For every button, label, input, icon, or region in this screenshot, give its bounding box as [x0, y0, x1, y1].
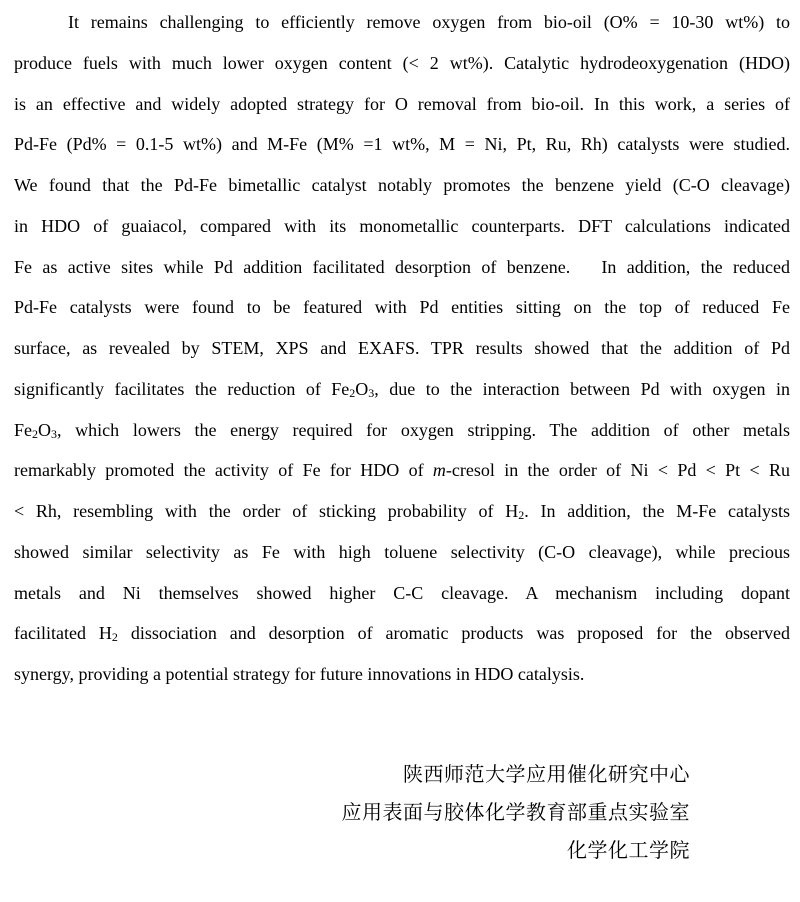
- abstract-line: [14, 328, 790, 369]
- abstract-line: [14, 410, 790, 451]
- body-text: . In addition, the M-Fe catalysts: [524, 501, 790, 521]
- abstract-line: [14, 84, 790, 125]
- body-text: significantly facilitates the reduction of Fe: [14, 378, 350, 399]
- abstract-line: [14, 206, 790, 247]
- body-text: facilitated H: [14, 623, 112, 644]
- subscript-text: 2: [349, 385, 356, 400]
- body-text: Fe as active sites while Pd addition facilitated desorption of benzene. In addition, the reduced: [14, 256, 790, 277]
- body-text: We found that the Pd-Fe bimetallic catalyst notably promotes the benzene yield (C-O cleavage): [14, 175, 790, 195]
- affiliation-line: 陕西师范大学应用催化研究中心: [403, 763, 690, 786]
- abstract-paragraph: [14, 2, 790, 695]
- body-text: produce fuels with much lower oxygen content (< 2 wt%). Catalytic hydrodeoxygenation (HDO): [14, 52, 790, 73]
- abstract-line: [14, 247, 790, 288]
- affiliation-line: 化学化工学院: [567, 839, 690, 862]
- body-text: synergy, providing a potential strategy for future innovations in HDO catalysis.: [14, 664, 585, 684]
- abstract-line: [14, 450, 790, 491]
- body-text: < Rh, resembling with the order of sticking probability of H: [14, 501, 519, 521]
- body-text: It remains challenging to efficiently remove oxygen from bio-oil (O% = 10-30 wt%) to: [68, 12, 790, 32]
- body-text: Fe: [14, 419, 32, 440]
- body-text: , which lowers the energy required for oxygen stripping. The addition of other metals: [57, 419, 790, 440]
- subscript-text: 2: [111, 630, 118, 645]
- subscript-text: 2: [518, 508, 525, 522]
- subscript-text: 3: [51, 426, 57, 441]
- affiliation-line: 应用表面与胶体化学教育部重点实验室: [341, 801, 690, 824]
- body-text: Pd-Fe (Pd% = 0.1-5 wt%) and M-Fe (M% =1 wt%, M = Ni, Pt, Ru, Rh) catalysts were studied.: [14, 134, 790, 155]
- abstract-line: [14, 165, 790, 206]
- abstract-line: [14, 2, 790, 43]
- body-text: surface, as revealed by STEM, XPS and EXAFS. TPR results showed that the addition of Pd: [14, 338, 790, 358]
- abstract-line: [14, 491, 790, 532]
- abstract-line: [14, 613, 790, 654]
- abstract-line: [14, 654, 790, 695]
- body-text: dissociation and desorption of aromatic products was proposed for the observed: [117, 623, 790, 644]
- body-text: showed similar selectivity as Fe with high toluene selectivity (C-O cleavage), while precious: [14, 541, 790, 562]
- abstract-line: [14, 573, 790, 614]
- body-text: Pd-Fe catalysts were found to be featured with Pd entities sitting on the top of reduced Fe: [14, 297, 790, 318]
- body-text: in HDO of guaiacol, compared with its monometallic counterparts. DFT calculations indicated: [14, 215, 790, 236]
- abstract-line: [14, 124, 790, 165]
- body-text: O: [355, 378, 369, 399]
- body-text: , due to the interaction between Pd with oxygen in: [374, 378, 791, 399]
- abstract-line: [14, 287, 790, 328]
- subscript-text: 3: [368, 385, 375, 400]
- abstract-line: [14, 369, 790, 410]
- body-text: -cresol in the order of Ni < Pd < Pt < Ru: [445, 460, 791, 481]
- subscript-text: 2: [32, 426, 38, 441]
- body-text: O: [38, 419, 51, 440]
- abstract-line: [14, 43, 790, 84]
- affiliation-block: [14, 756, 790, 870]
- body-text: is an effective and widely adopted strategy for O removal from bio-oil. In this work, a series of: [14, 93, 790, 114]
- abstract-line: [14, 532, 790, 573]
- body-text: remarkably promoted the activity of Fe for HDO of: [14, 460, 433, 481]
- italic-text: m: [432, 460, 446, 481]
- body-text: metals and Ni themselves showed higher C-C cleavage. A mechanism including dopant: [14, 582, 790, 603]
